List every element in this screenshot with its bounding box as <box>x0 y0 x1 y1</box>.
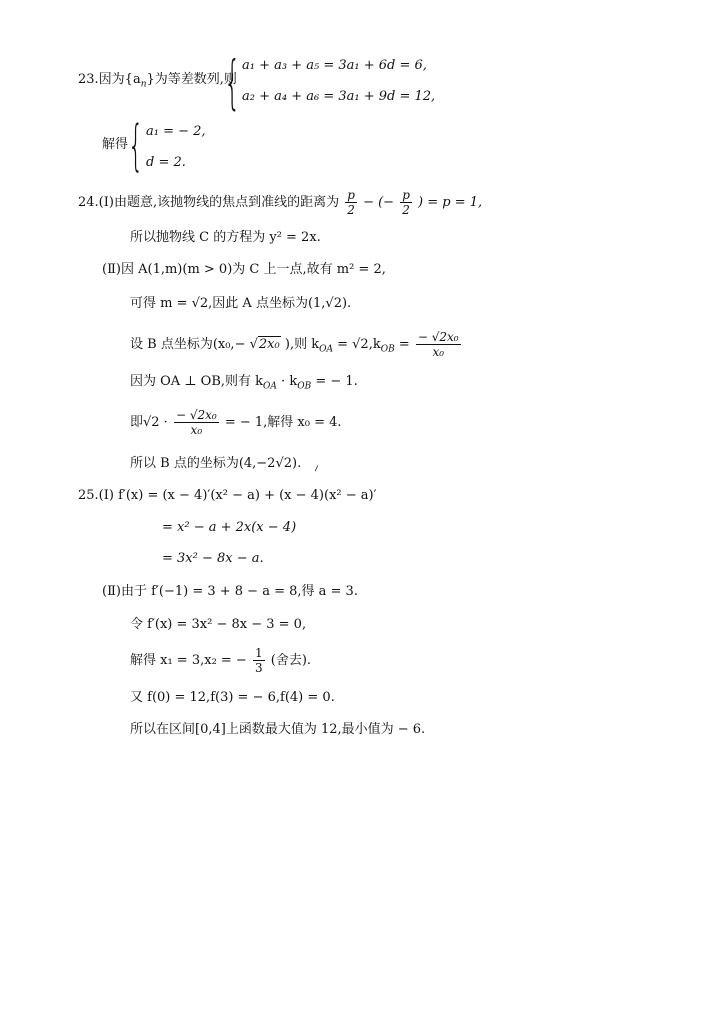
q23-solution-brace: { <box>128 114 144 177</box>
q24-part1-conclusion: 所以抛物线 C 的方程为 y² = 2x. <box>130 230 321 245</box>
q24-part2-line3: 设 B 点坐标为(x₀,− √2x₀ ),则 $k_{OA} = √2,k_{OB}$ = $\frac{\text{− √2x₀}}{\text{x₀}}$ <box>130 330 459 359</box>
q23-equation-2: a₂ + a₄ + a₆ = 3a₁ + 9d = 12, <box>242 89 436 104</box>
q25-part1-line3: = 3x² − 8x − a. <box>162 551 264 566</box>
q24-sqrt-2x0: √2x₀ <box>249 337 280 352</box>
q24-fraction-p-over-2: $\frac{p}{2}$ <box>347 188 355 217</box>
q24-part2-conclusion: 所以 B 点的坐标为(4,−2√2). <box>130 456 302 471</box>
q25-fraction-one-third: $\frac{1}{3}$ <box>254 646 263 675</box>
q24-part2-line2: 可得 m = √2,因此 A 点坐标为(1,√2). <box>130 296 352 311</box>
q24-part2-line4: 因为 OA ⊥ OB,则有 $k_{OA} \cdot k_{OB}$ = − 1. <box>130 374 358 392</box>
q25-part2-line4: 又 f(0) = 12,f(3) = − 6,f(4) = 0. <box>130 690 335 705</box>
q24-part2-line5: 即√2 · $\frac{\text{− √2x₀}}{\text{x₀}}$ = − 1,解得 x₀ = 4. <box>130 408 342 437</box>
q24-part2-line1: (Ⅱ)因 A(1,m)(m > 0)为 C 上一点,故有 m² = 2, <box>102 262 386 277</box>
q25-part1-line2: = x² − a + 2x(x − 4) <box>162 520 297 535</box>
q24-fraction-p-over-2-neg: $\frac{p}{2}$ <box>402 188 410 217</box>
q23-solution-2: d = 2. <box>146 155 186 170</box>
q24-fraction-kob: $\frac{\text{− √2x₀}}{\text{x₀}}$ <box>417 330 459 359</box>
q25-part1-line1: 25.(Ⅰ) f′(x) = (x − 4)′(x² − a) + (x − 4)(x² − a)′ <box>78 488 377 503</box>
q25-part2-line3: 解得 x₁ = 3,x₂ = − $\frac{1}{3}$ (舍去). <box>130 646 312 675</box>
q23-solution-1: a₁ = − 2, <box>146 124 206 139</box>
q25-part2-line1: (Ⅱ)由于 f′(−1) = 3 + 8 − a = 8,得 a = 3. <box>102 584 358 599</box>
q23-equation-1: a₁ + a₃ + a₅ = 3a₁ + 6d = 6, <box>242 58 427 73</box>
q25-part2-conclusion: 所以在区间[0,4]上函数最大值为 12,最小值为 − 6. <box>130 722 426 737</box>
q24-fraction-line5: $\frac{\text{− √2x₀}}{\text{x₀}}$ <box>175 408 217 437</box>
q23-system-brace: { <box>224 48 241 116</box>
q25-part2-line2: 令 f′(x) = 3x² − 8x − 3 = 0, <box>130 617 307 632</box>
q23-intro: 23.因为$\{a_n\}$为等差数列,则 <box>78 72 237 90</box>
q23-solve-label: 解得 <box>102 137 129 152</box>
pen-mark-icon: ⸝ <box>310 458 322 475</box>
q24-part1-line1: 24.(Ⅰ)由题意,该抛物线的焦点到准线的距离为 $\frac{p}{2}$ − (− $\frac{p}{2}$ ) = p = 1, <box>78 188 483 217</box>
